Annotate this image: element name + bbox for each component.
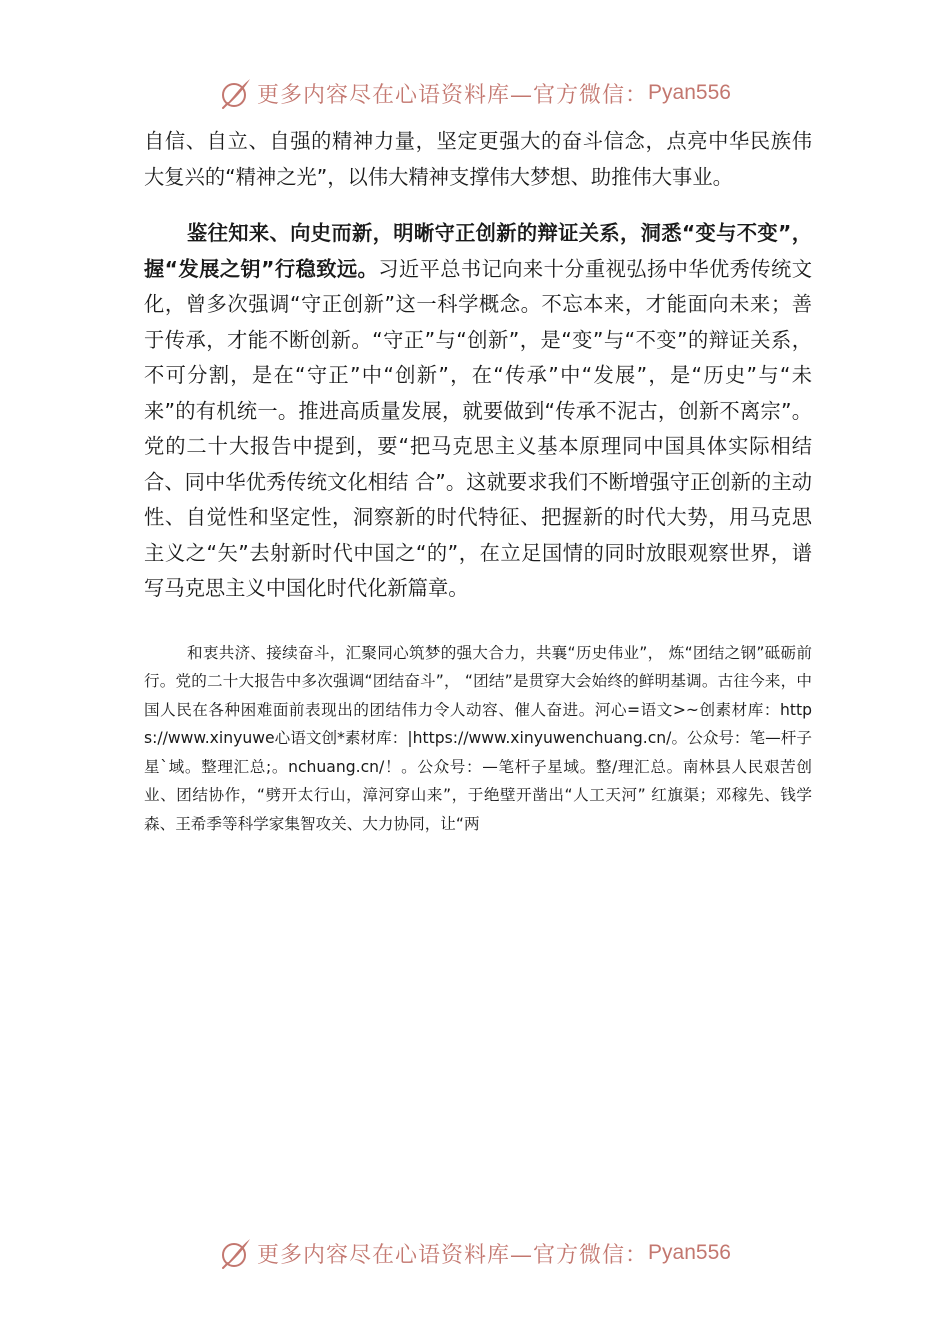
document-body — [144, 124, 812, 839]
paragraph-3: 和衷共济、接续奋斗，汇聚同心筑梦的强大合力，共襄“历史伟业”， 炼“团结之钢”砥砺前行。党的二十大报告中多次强调“团结奋斗”， “团结”是贯穿大会始终的鲜明基调。古往今来，中国人民在各种困难面前表现出的团结伟力令人动容、催人奋进。河心=语文>~创素材库：https://www.xinyuwe心语文创*素材库：|https://www.xinyuwenchuang.cn/。公众号：笔—杆子星`域。整理汇总;。nchuang.cn/！。公众号：—笔杆子星域。整/理汇总。南林县人民艰苦创业、团结协作，“劈开太行山，漳河穿山来”，于绝壁开凿出“人工天河” 红旗渠；邓稼先、钱学森、王希季等科学家集智攻关、大力协同，让“两 — [144, 643, 812, 834]
footer-banner — [0, 1233, 950, 1273]
quill-logo-icon — [219, 1236, 253, 1270]
banner-slogan: 更多内容尽在心语资料库—官方微信： — [257, 82, 649, 108]
paragraph-2-body: 习近平总书记向来十分重视弘扬中华优秀传统文化，曾多次强调“守正创新”这一科学概念。不忘本来，才能面向未来；善于传承，才能不断创新。“守正”与“创新”，是“变”与“不变”的辩证关系，不可分割，是在“守正”中“创新”，在“传承”中“发展”，是“历史”与“未来”的有机统一。推进高质量发展，就要做到“传承不泥古，创新不离宗”。党的二十大报告中提到，要“把马克思主义基本原理同中国具体实际相结合、同中华优秀传统文化相结 合”。这就要求我们不断增强守正创新的主动性、自觉性和坚定性，洞察新的时代特征、把握新的时代大势，用马克思主义之“矢”去射新时代中国之“的”，在立足国情的同时放眼观察世界，谱写马克思主义中国化时代化新篇章。 — [144, 256, 812, 600]
banner-wechat-id: Pyan556 — [648, 81, 731, 104]
paragraph-2 — [144, 216, 812, 607]
paragraph-2-heading: 鉴往知来、向史而新，明晰守正创新的辩证关系，洞悉“变与不变”，握“发展之钥”行稳致远。 — [144, 221, 812, 281]
banner-wechat-id: Pyan556 — [648, 1241, 731, 1264]
banner-slogan: 更多内容尽在心语资料库—官方微信： — [257, 1242, 649, 1268]
quill-logo-icon — [219, 76, 253, 110]
paragraph-1: 自信、自立、自强的精神力量，坚定更强大的奋斗信念，点亮中华民族伟大复兴的“精神之光”，以伟大精神支撑伟大梦想、助推伟大事业。 — [144, 129, 812, 189]
header-banner — [0, 73, 950, 113]
